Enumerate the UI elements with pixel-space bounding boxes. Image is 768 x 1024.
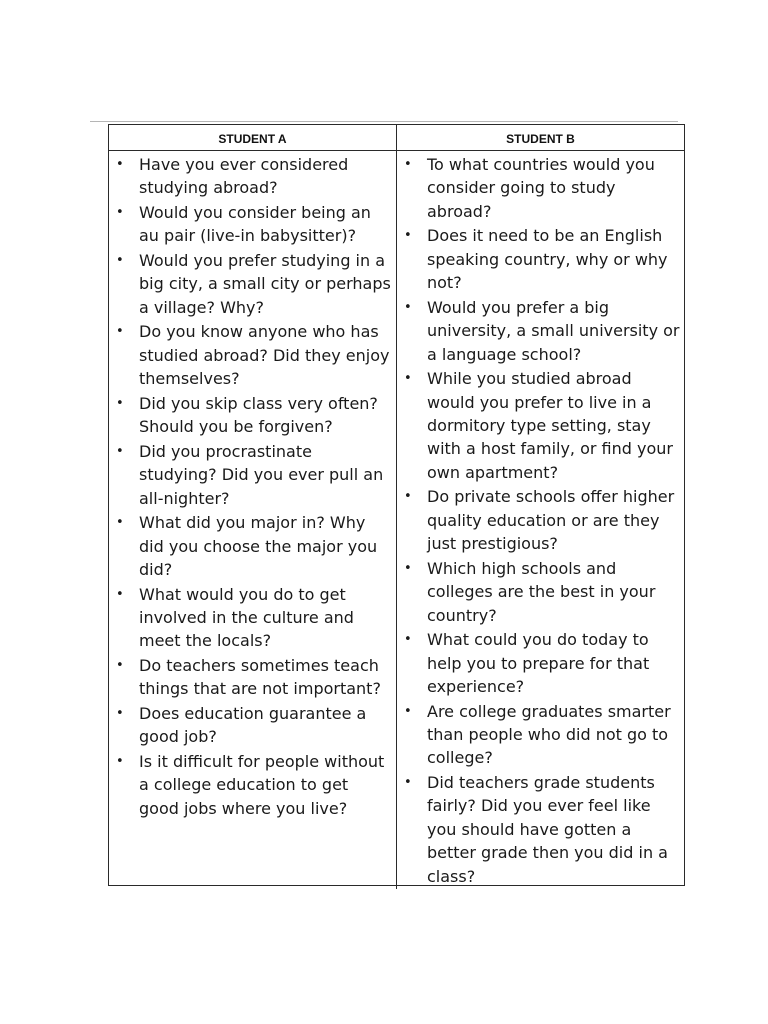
student-a-question-list	[109, 151, 396, 820]
question-item	[109, 511, 396, 581]
bullet-icon: •	[404, 157, 412, 172]
bullet-icon: •	[116, 706, 124, 722]
question-text: Is it difficult for people without a college education to get good jobs where you live?	[139, 752, 385, 818]
question-item	[109, 654, 396, 701]
question-text: Would you consider being an au pair (live-in babysitter)?	[139, 203, 371, 246]
bullet-icon: •	[116, 754, 124, 770]
question-item	[109, 440, 396, 510]
question-item	[397, 557, 684, 627]
bullet-icon: •	[116, 157, 124, 172]
bullet-icon: •	[404, 560, 412, 576]
question-text: Do teachers sometimes teach things that are not important?	[139, 656, 381, 699]
question-text: Which high schools and colleges are the best in your country?	[427, 558, 656, 625]
bullet-icon: •	[404, 703, 412, 719]
question-item	[109, 153, 396, 200]
question-text: Do you know anyone who has studied abroad? Did they enjoy themselves?	[139, 322, 390, 389]
question-text: Do private schools offer higher quality education or are they just prestigious?	[427, 487, 675, 554]
bullet-icon: •	[404, 489, 412, 505]
question-text: Does it need to be an English speaking country, why or why not?	[427, 226, 668, 293]
question-text: To what countries would you consider going to study abroad?	[427, 155, 655, 221]
question-text: While you studied abroad would you prefer to live in a dormitory type setting, stay with a host family, or find your own apartment?	[427, 369, 673, 482]
question-text: Did you procrastinate studying? Did you ever pull an all-nighter?	[139, 441, 384, 508]
question-item	[397, 224, 684, 294]
question-text: What would you do to get involved in the culture and meet the locals?	[139, 584, 354, 651]
question-item	[397, 296, 684, 366]
question-item	[397, 367, 684, 484]
question-text: Does education guarantee a good job?	[139, 704, 367, 747]
question-item	[109, 320, 396, 390]
student-b-header: STUDENT B	[397, 125, 684, 151]
student-a-column	[109, 151, 397, 889]
question-table	[108, 124, 685, 886]
bullet-icon: •	[116, 205, 124, 220]
bullet-icon: •	[116, 586, 124, 602]
bullet-icon: •	[404, 371, 412, 387]
bullet-icon: •	[116, 395, 124, 411]
question-item	[109, 201, 396, 248]
bullet-icon: •	[404, 775, 412, 791]
student-b-column	[397, 151, 684, 889]
student-b-question-list	[397, 151, 684, 888]
student-a-header: STUDENT A	[109, 125, 397, 151]
bullet-icon: •	[404, 299, 412, 315]
bullet-icon: •	[116, 658, 124, 674]
question-item	[109, 249, 396, 319]
question-item	[397, 153, 684, 223]
question-text: Did teachers grade students fairly? Did you ever feel like you should have gotten a better grade then you did in a class?	[427, 773, 668, 886]
question-item	[397, 485, 684, 555]
bullet-icon: •	[116, 324, 124, 340]
question-text: Have you ever considered studying abroad?	[139, 155, 349, 198]
top-divider-line	[90, 121, 678, 122]
bullet-icon: •	[404, 632, 412, 648]
question-item	[109, 583, 396, 653]
question-item	[397, 700, 684, 770]
question-item	[109, 750, 396, 820]
bullet-icon: •	[116, 443, 124, 459]
question-item	[109, 392, 396, 439]
question-text: Are college graduates smarter than people who did not go to college?	[427, 701, 671, 768]
question-text: Would you prefer a big university, a small university or a language school?	[427, 297, 680, 364]
question-text: Did you skip class very often? Should you be forgiven?	[139, 393, 378, 437]
bullet-icon: •	[404, 228, 412, 244]
bullet-icon: •	[116, 253, 124, 268]
question-item	[397, 771, 684, 888]
question-item	[109, 702, 396, 749]
question-text: What could you do today to help you to prepare for that experience?	[427, 630, 650, 697]
question-item	[397, 628, 684, 698]
question-text: Would you prefer studying in a big city, a small city or perhaps a village? Why?	[139, 251, 391, 317]
bullet-icon: •	[116, 515, 124, 531]
question-text: What did you major in? Why did you choose the major you did?	[139, 513, 378, 580]
